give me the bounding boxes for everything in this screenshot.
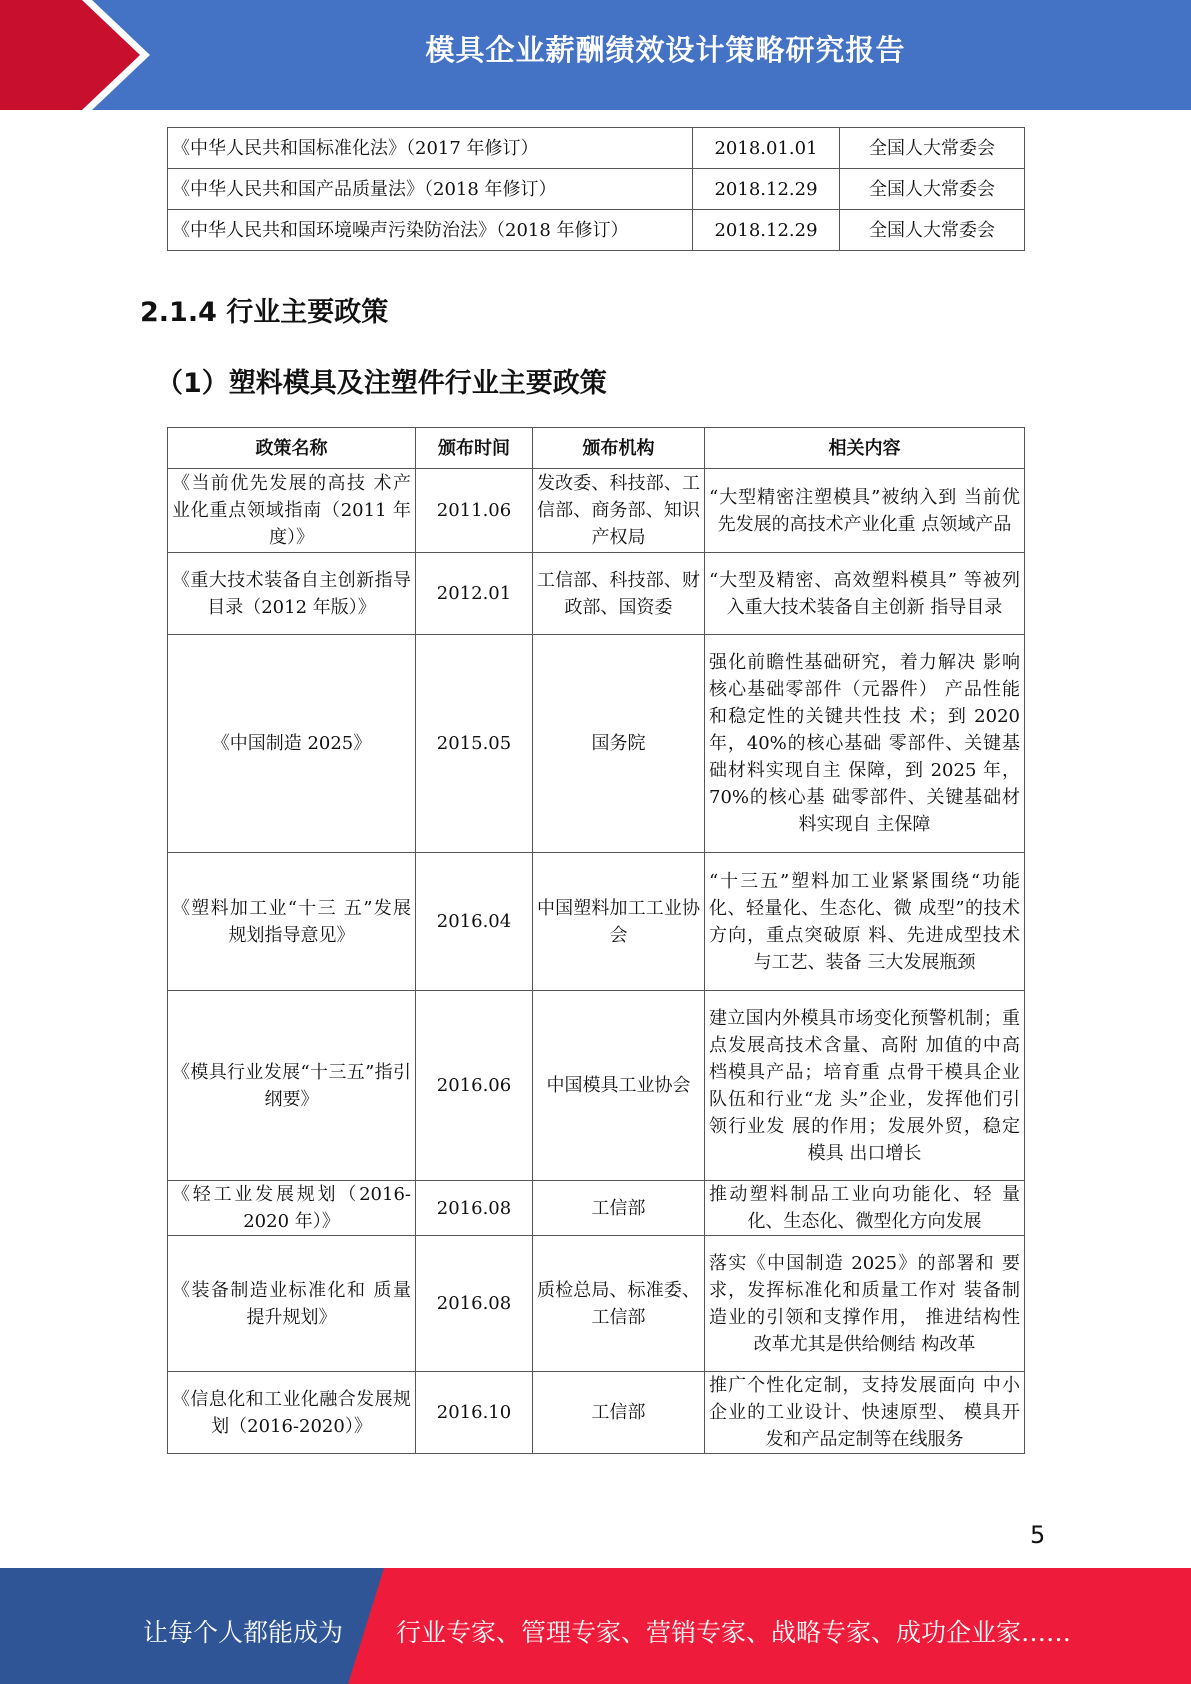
- policy-name: 《模具行业发展“十三五”指引纲要》: [168, 991, 416, 1181]
- policy-date: 2016.10: [416, 1372, 533, 1454]
- policy-content: “大型精密注塑模具”被纳入到 当前优先发展的高技术产业化重 点领域产品: [705, 469, 1025, 553]
- policy-content: “大型及精密、高效塑料模具” 等被列入重大技术装备自主创新 指导目录: [705, 553, 1025, 635]
- law-date: 2018.01.01: [693, 128, 840, 169]
- laws-table: [167, 127, 1025, 251]
- policy-content: 建立国内外模具市场变化预警机制；重点发展高技术含量、高附 加值的中高档模具产品；培育重 点骨干模具企业队伍和行业“龙 头”企业，发挥他们引领行业发 展的作用；发展外贸，稳定模具 出口增长: [705, 991, 1025, 1181]
- law-row: [168, 128, 1025, 169]
- footer-slogan-left: 让每个人都能成为: [143, 1618, 344, 1647]
- policy-issuer: 中国塑料加工工业协会: [533, 853, 705, 991]
- law-date: 2018.12.29: [693, 169, 840, 210]
- policy-name: 《重大技术装备自主创新指导目录（2012 年版）》: [168, 553, 416, 635]
- policy-issuer: 发改委、科技部、工信部、商务部、知识产权局: [533, 469, 705, 553]
- policy-date: 2012.01: [416, 553, 533, 635]
- policy-row: [168, 853, 1025, 991]
- law-name: 《中华人民共和国环境噪声污染防治法》（2018 年修订）: [168, 210, 693, 251]
- law-row: [168, 210, 1025, 251]
- law-row: [168, 169, 1025, 210]
- policy-name: 《当前优先发展的高技 术产业化重点领域指南（2011 年度）》: [168, 469, 416, 553]
- report-title: 模具企业薪酬绩效设计策略研究报告: [425, 33, 906, 67]
- policy-content: 落实《中国制造 2025》的部署和 要求，发挥标准化和质量工作对 装备制造业的引领和支撑作用， 推进结构性改革尤其是供给侧结 构改革: [705, 1236, 1025, 1372]
- policy-date: 2016.08: [416, 1181, 533, 1236]
- law-issuer: 全国人大常委会: [840, 210, 1025, 251]
- policy-row: [168, 553, 1025, 635]
- policy-row: [168, 1181, 1025, 1236]
- policy-name: 《中国制造 2025》: [168, 635, 416, 853]
- section-heading: 2.1.4 行业主要政策: [140, 297, 389, 328]
- policy-issuer: 中国模具工业协会: [533, 991, 705, 1181]
- policy-content: 推广个性化定制，支持发展面向 中小企业的工业设计、快速原型、 模具开发和产品定制等在线服务: [705, 1372, 1025, 1454]
- law-issuer: 全国人大常委会: [840, 128, 1025, 169]
- subsection-heading: （1）塑料模具及注塑件行业主要政策: [156, 368, 607, 399]
- page-footer: [0, 1568, 1191, 1684]
- policy-content: 强化前瞻性基础研究，着力解决 影响核心基础零部件（元器件） 产品性能和稳定性的关键共性技 术；到 2020 年，40%的核心基础 零部件、关键基础材料实现自主 保障，到 2025 年，70%的核心基 础零部件、关键基础材料实现自 主保障: [705, 635, 1025, 853]
- header-policy-name: 政策名称: [168, 428, 416, 469]
- policy-row: [168, 635, 1025, 853]
- header-issuer: 颁布机构: [533, 428, 705, 469]
- law-name: 《中华人民共和国产品质量法》（2018 年修订）: [168, 169, 693, 210]
- policy-content: “十三五”塑料加工业紧紧围绕“功能化、轻量化、生态化、微 成型”的技术方向，重点突破原 料、先进成型技术与工艺、装备 三大发展瓶颈: [705, 853, 1025, 991]
- policy-issuer: 工信部: [533, 1181, 705, 1236]
- policy-name: 《装备制造业标准化和 质量提升规划》: [168, 1236, 416, 1372]
- policy-name: 《塑料加工业“十三 五”发展规划指导意见》: [168, 853, 416, 991]
- page-number: 5: [1030, 1521, 1046, 1549]
- policy-name: 《信息化和工业化融合发展规划（2016-2020）》: [168, 1372, 416, 1454]
- footer-slogan-right: 行业专家、管理专家、营销专家、战略专家、成功企业家……: [396, 1618, 1072, 1647]
- policy-date: 2011.06: [416, 469, 533, 553]
- policy-date: 2016.06: [416, 991, 533, 1181]
- policy-issuer: 质检总局、标准委、工信部: [533, 1236, 705, 1372]
- policy-table: [167, 427, 1025, 1454]
- policy-name: 《轻工业发展规划（2016-2020 年）》: [168, 1181, 416, 1236]
- policy-issuer: 工信部、科技部、财政部、国资委: [533, 553, 705, 635]
- policy-issuer: 国务院: [533, 635, 705, 853]
- policy-table-header: [168, 428, 1025, 469]
- page-header: [0, 0, 1191, 110]
- policy-date: 2015.05: [416, 635, 533, 853]
- law-name: 《中华人民共和国标准化法》（2017 年修订）: [168, 128, 693, 169]
- policy-content: 推动塑料制品工业向功能化、轻 量化、生态化、微型化方向发展: [705, 1181, 1025, 1236]
- policy-date: 2016.04: [416, 853, 533, 991]
- policy-row: [168, 1236, 1025, 1372]
- header-content: 相关内容: [705, 428, 1025, 469]
- header-issue-date: 颁布时间: [416, 428, 533, 469]
- law-issuer: 全国人大常委会: [840, 169, 1025, 210]
- law-date: 2018.12.29: [693, 210, 840, 251]
- policy-issuer: 工信部: [533, 1372, 705, 1454]
- policy-date: 2016.08: [416, 1236, 533, 1372]
- policy-row: [168, 469, 1025, 553]
- red-chevron-logo: [0, 0, 150, 110]
- policy-row: [168, 991, 1025, 1181]
- policy-row: [168, 1372, 1025, 1454]
